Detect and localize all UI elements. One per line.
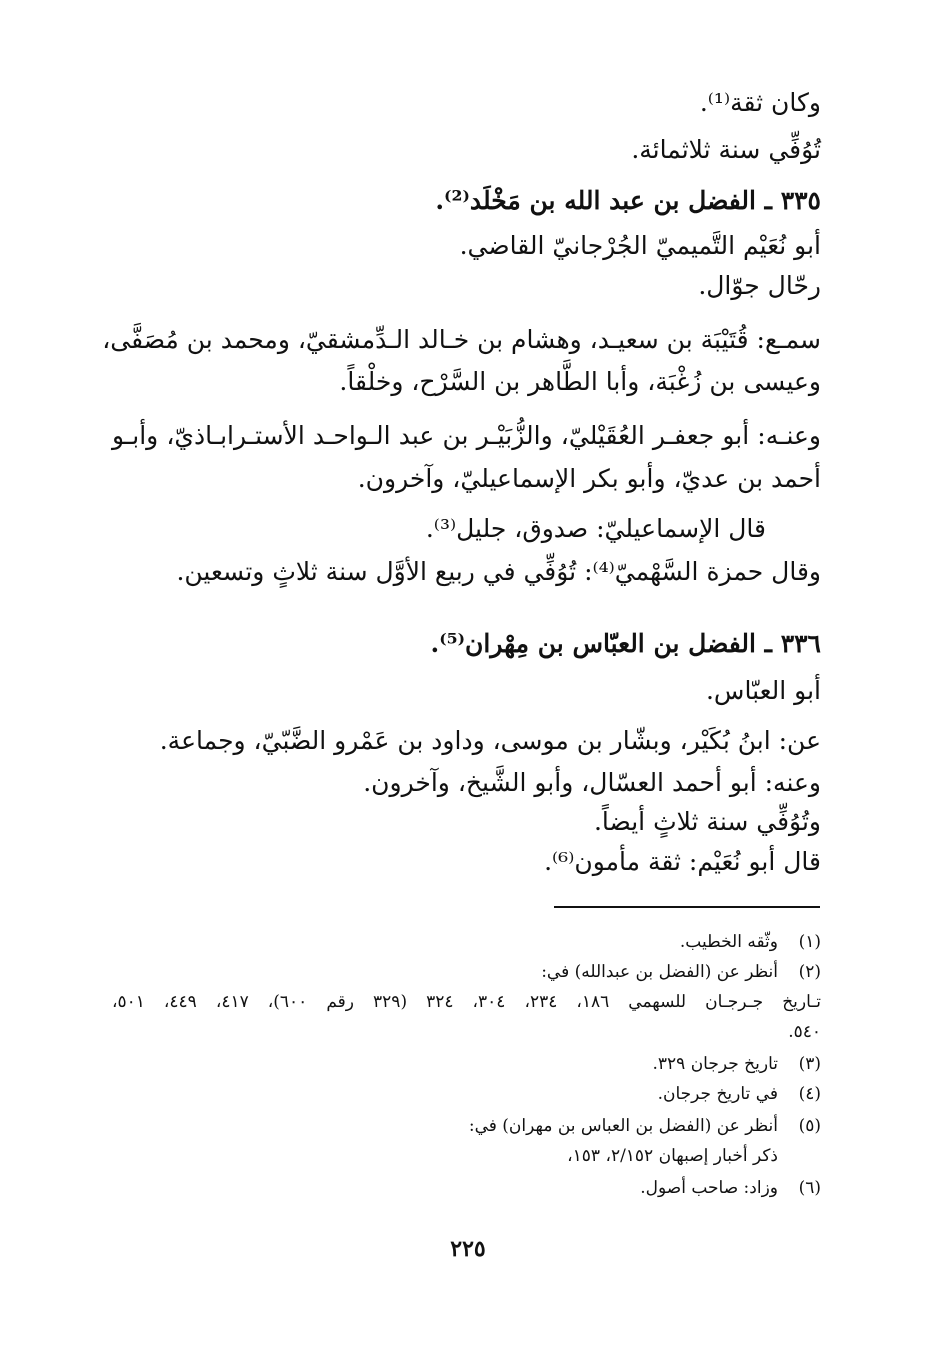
text-line: رحّال جوّال. [698, 271, 821, 300]
text-line: وتُوُفِّي سنة ثلاثٍ أيضاً. [593, 807, 821, 836]
footnote-text: أنظر عن (الفضل بن العباس بن مهران) في: [468, 1116, 778, 1136]
footnote-text: في تاريخ جرجان. [657, 1084, 778, 1104]
footnote-text: وثّقه الخطيب. [679, 932, 778, 952]
text-line: وقال حمزة السَّهْميّ⁽⁴⁾: تُوُفِّي في ربيع الأوَّل سنة ثلاثٍ وتسعين. [176, 557, 821, 586]
text-line: وعنه: أبو أحمد العسّال، وأبو الشَّيخ، وآخرون. [363, 768, 821, 797]
footnote-text: وزاد: صاحب أصول. [640, 1178, 778, 1198]
page-number: ٢٢٥ [450, 1236, 486, 1262]
text-line: أبو العبّاس. [705, 676, 821, 705]
footnote-text: أنظر عن (الفضل بن عبدالله) في: [541, 962, 778, 982]
text-line: وعنـه: أبو جعفـر العُقَيْليّ، والزُّبَيْـر بن عبد الـواحـد الأستـرابـاذيّ، وأبـو [112, 421, 821, 450]
entry-335-heading: ٣٣٥ ـ الفضل بن عبد الله بن مَخْلَد⁽²⁾. [435, 186, 821, 215]
footnote-number: (٦) [798, 1178, 821, 1198]
text-line: تُوُفِّي سنة ثلاثمائة. [631, 135, 821, 164]
text-line: سمـع: قُتَيْبَة بن سعيـد، وهشام بن خـالد الـدِّمشقيّ، ومحمد بن مُصَفَّى، [102, 325, 821, 354]
footnote-text: ٥٤٠. [788, 1022, 821, 1042]
footnote-text: تـاريخ جـرجـان للسهمي ١٨٦، ٢٣٤، ٣٠٤، ٣٢٤ (٣٢٩ رقم ٦٠٠)، ٤١٧، ٤٤٩، ٥٠١، [112, 992, 821, 1012]
text-line: أحمد بن عديّ، وأبو بكر الإسماعيليّ، وآخرون. [357, 464, 821, 493]
footnote-number: (٣) [798, 1054, 821, 1074]
text-line: وكان ثقة⁽¹⁾. [699, 88, 821, 117]
text-line: عن: ابنُ بُكَيْر، وبشّار بن موسى، وداود بن عَمْرو الضَّبّيّ، وجماعة. [159, 726, 821, 755]
entry-336-heading: ٣٣٦ ـ الفضل بن العبّاس بن مِهْران⁽⁵⁾. [430, 629, 821, 658]
text-line: قال الإسماعيليّ: صدوق، جليل⁽³⁾. [425, 514, 766, 543]
footnote-separator [554, 906, 820, 908]
text-line: أبو نُعَيْم التَّميميّ الجُرْجانيّ القاضي. [459, 231, 821, 260]
footnote-text: تاريخ جرجان ٣٢٩. [652, 1054, 778, 1074]
text-line: وعيسى بن زُغْبَة، وأبا الطَّاهر بن السَّرْح، وخلْقاً. [339, 367, 821, 396]
footnote-number: (٢) [798, 962, 821, 982]
footnote-number: (١) [798, 932, 821, 952]
footnote-number: (٥) [798, 1116, 821, 1136]
footnote-text: ذكر أخبار إصبهان ٢/١٥٢، ١٥٣، [567, 1146, 778, 1166]
footnote-number: (٤) [798, 1084, 821, 1104]
text-line: قال أبو نُعَيْم: ثقة مأمون⁽⁶⁾. [544, 847, 821, 876]
